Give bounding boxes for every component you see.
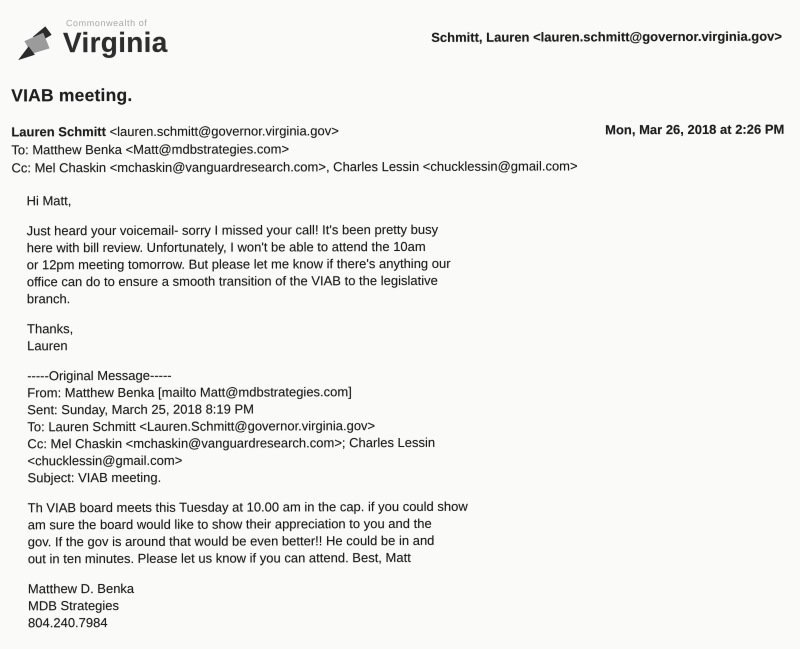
text-line: To: Lauren Schmitt <Lauren.Schmitt@governor.virginia.gov> bbox=[27, 418, 376, 435]
text-line: 804.240.7984 bbox=[28, 615, 108, 631]
email-subject: VIAB meeting. bbox=[11, 84, 133, 106]
logo-commonwealth-text: Commonwealth of bbox=[65, 17, 148, 29]
body-paragraph bbox=[27, 221, 527, 308]
quoted-paragraph bbox=[28, 498, 528, 568]
text-line: Sent: Sunday, March 25, 2018 8:19 PM bbox=[27, 401, 255, 418]
text-line: here with bill review. Unfortunately, I won't be able to attend the 10am bbox=[26, 238, 426, 256]
text-line: out in ten minutes. Please let us know if you can attend. Best, Matt bbox=[27, 549, 411, 567]
text-line: Th VIAB board meets this Tuesday at 10.00 am in the cap. if you could show bbox=[27, 498, 468, 516]
text-line: <chucklessin@gmail.com> bbox=[27, 452, 183, 469]
account-header: Schmitt, Lauren <lauren.schmitt@governor.virginia.gov> bbox=[431, 28, 783, 45]
greeting: Hi Matt, bbox=[26, 193, 72, 209]
text-line: am sure the board would like to show their appreciation to you and the bbox=[27, 515, 432, 533]
email-body bbox=[27, 191, 529, 632]
virginia-logo bbox=[17, 19, 168, 66]
cc-line: Cc: Mel Chaskin <mchaskin@vanguardresearch.com>, Charles Lessin <chucklessin@gmail.com> bbox=[11, 158, 578, 176]
text-line: gov. If the gov is around that would be even better!! He could be in and bbox=[27, 532, 435, 550]
sender-line bbox=[11, 122, 339, 141]
signature bbox=[28, 579, 528, 632]
meta-row-from-date bbox=[11, 121, 784, 142]
to-line: To: Matthew Benka <Matt@mdbstrategies.com> bbox=[11, 141, 290, 158]
sender-email: <lauren.schmitt@governor.virginia.gov> bbox=[105, 123, 339, 140]
logo-virginia-text: Virginia bbox=[62, 26, 168, 59]
text-line: Thanks, bbox=[26, 321, 74, 337]
email-date: Mon, Mar 26, 2018 at 2:26 PM bbox=[605, 121, 785, 138]
text-line: Cc: Mel Chaskin <mchaskin@vanguardresearch.com>; Charles Lessin bbox=[27, 434, 436, 452]
text-line: MDB Strategies bbox=[27, 597, 120, 614]
quoted-headers bbox=[27, 383, 527, 487]
logo-text bbox=[63, 19, 168, 57]
email-meta bbox=[11, 121, 784, 178]
text-line: or 12pm meeting tomorrow. But please let me know if there's anything our bbox=[26, 255, 451, 273]
quoted-separator: -----Original Message----- bbox=[27, 367, 172, 384]
cardinal-bird-icon bbox=[17, 23, 59, 65]
text-line: Subject: VIAB meeting. bbox=[27, 469, 162, 486]
quoted-message-headers bbox=[27, 366, 527, 487]
text-line: Matthew D. Benka bbox=[27, 580, 135, 597]
text-line: Just heard your voicemail- sorry I missed your call! It's been pretty busy bbox=[26, 221, 439, 239]
closing bbox=[27, 319, 527, 355]
text-line: office can do to ensure a smooth transition of the VIAB to the legislative bbox=[26, 272, 438, 290]
text-line: From: Matthew Benka [mailto Matt@mdbstrategies.com] bbox=[27, 384, 352, 401]
text-line: Lauren bbox=[27, 338, 68, 354]
sender-name: Lauren Schmitt bbox=[11, 124, 106, 140]
text-line: branch. bbox=[26, 291, 71, 307]
